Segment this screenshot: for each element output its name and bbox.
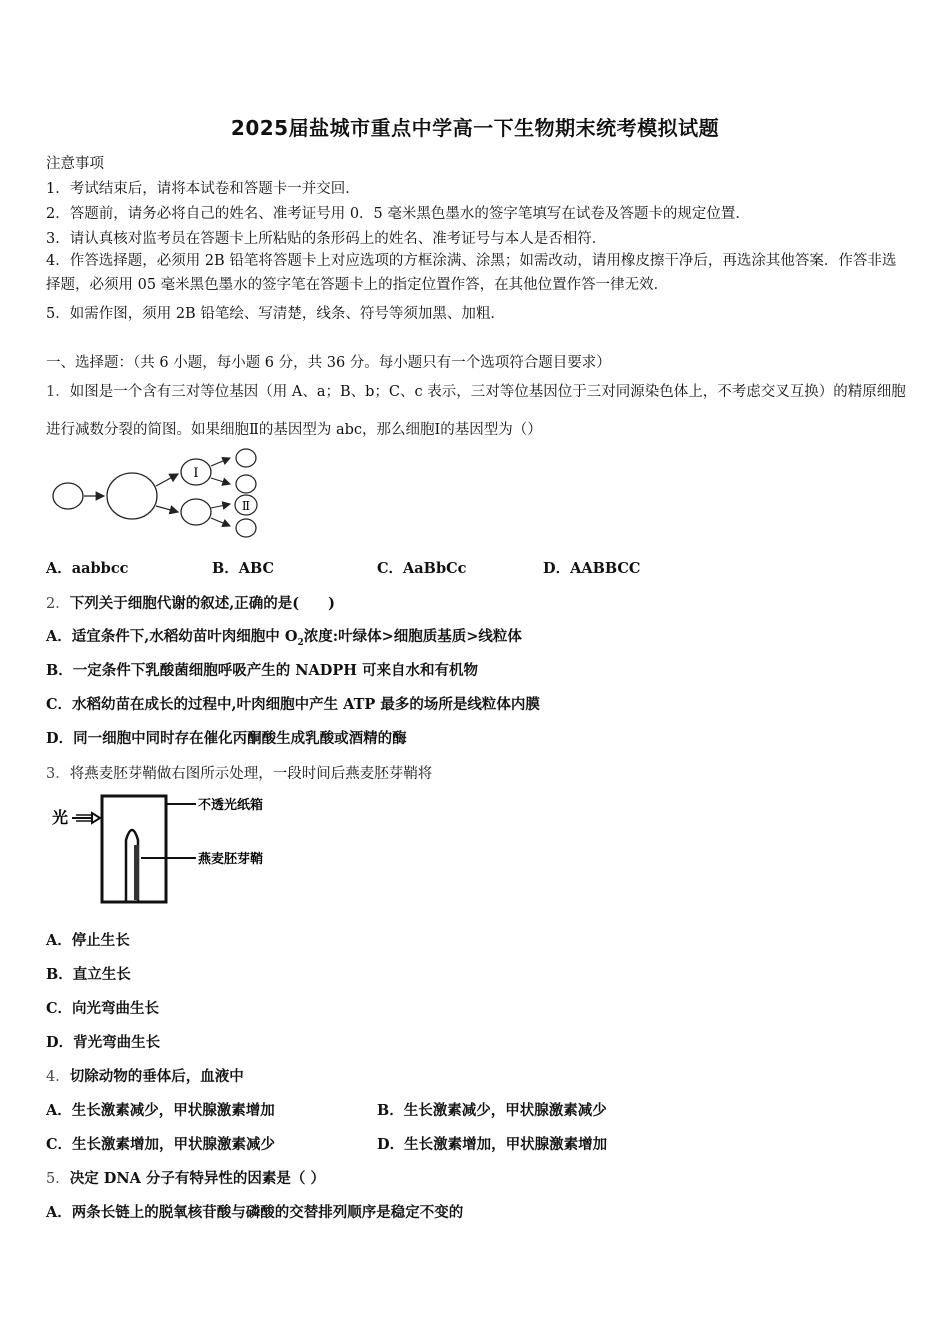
question-text: 切除动物的垂体后，血液中	[69, 1068, 244, 1085]
notice-item: 3．请认真核对监考员在答题卡上所粘贴的条形码上的姓名、准考证号与本人是否相符．	[46, 231, 607, 247]
question-3	[46, 762, 432, 783]
notice-item: 5．如需作图，须用 2B 铅笔绘、写清楚，线条、符号等须加黑、加粗．	[46, 306, 505, 322]
question-text: 将燕麦胚芽鞘做右图所示处理，一段时间后燕麦胚芽鞘将	[69, 766, 433, 782]
option-c[interactable]: C．生长激素增加，甲状腺激素减少	[46, 1136, 276, 1153]
option-c[interactable]: C．向光弯曲生长	[46, 1000, 160, 1017]
option-d[interactable]: D．AABBCC	[543, 560, 641, 577]
spermatid-cell	[236, 519, 256, 537]
question-number: 4．	[46, 1069, 70, 1085]
cell-I-label: Ⅰ	[193, 466, 199, 481]
option-a[interactable]: A．aabbcc	[46, 560, 129, 577]
option-text: A．适宜条件下,水稻幼苗叶肉细胞中 O	[46, 628, 298, 645]
question-text: 如图是一个含有三对等位基因（用 A、a；B、b；C、c 表示，三对等位基因位于三对同源染色体上，不考虑交叉互换）的精原细胞进行减数分裂的简图。如果细胞Ⅱ的基因型为 abc，那么细胞Ⅰ的基因型为（）	[46, 384, 906, 438]
question-text: 决定 DNA 分子有特异性的因素是（ ）	[69, 1170, 325, 1187]
option-a[interactable]: A．停止生长	[46, 932, 130, 949]
spermatid-cell	[236, 449, 256, 467]
option-b[interactable]: B．生长激素减少，甲状腺激素减少	[377, 1102, 607, 1119]
option-a[interactable]: A．两条长链上的脱氧核苷酸与磷酸的交替排列顺序是稳定不变的	[46, 1204, 464, 1221]
subscript: 2	[297, 637, 304, 648]
option-a[interactable]	[46, 625, 522, 648]
notice-item: 1．考试结束后，请将本试卷和答题卡一并交回．	[46, 181, 360, 197]
coleoptile-label: 燕麦胚芽鞘	[198, 852, 264, 867]
spermatogonium-cell	[53, 483, 83, 509]
box-label: 不透光纸箱	[198, 798, 264, 813]
option-a[interactable]: A．生长激素减少，甲状腺激素增加	[46, 1102, 275, 1119]
question-4	[46, 1065, 244, 1086]
question-text: 下列关于细胞代谢的叙述,正确的是( )	[69, 595, 336, 612]
question-1	[46, 373, 906, 449]
option-b[interactable]: B．ABC	[212, 560, 275, 577]
light-label: 光	[52, 808, 69, 827]
meiosis-diagram	[48, 446, 288, 546]
question-2	[46, 592, 335, 613]
spermatid-cell	[236, 475, 256, 493]
notice-item: 4．作答选择题，必须用 2B 铅笔将答题卡上对应选项的方框涂满、涂黑；如需改动，请用橡皮擦干净后，再选涂其他答案．作答非选择题，必须用 05 毫米黑色墨水的签字笔在答题卡上的指定位置作答，在其他位置作答一律无效．	[46, 253, 897, 293]
option-b[interactable]: B．一定条件下乳酸菌细胞呼吸产生的 NADPH 可来自水和有机物	[46, 662, 479, 679]
question-number: 2．	[46, 596, 70, 612]
option-d[interactable]: D．背光弯曲生长	[46, 1034, 161, 1051]
notice-item: 2．答题前，请务必将自己的姓名、准考证号用 0．5 毫米黑色墨水的签字笔填写在试卷及答题卡的规定位置．	[46, 206, 750, 222]
secondary-cell	[181, 499, 211, 525]
coleoptile-diagram	[48, 790, 298, 910]
primary-spermatocyte-cell	[107, 473, 157, 519]
notice-heading: 注意事项	[46, 156, 104, 172]
option-d[interactable]: D．生长激素增加，甲状腺激素增加	[377, 1136, 608, 1153]
option-b[interactable]: B．直立生长	[46, 966, 131, 983]
question-number: 3．	[46, 766, 70, 782]
cell-II-label: Ⅱ	[241, 499, 251, 513]
question-5	[46, 1167, 325, 1188]
question-number: 5．	[46, 1171, 70, 1187]
option-c[interactable]: C．AaBbCc	[377, 560, 467, 577]
section-heading: 一、选择题：（共 6 小题，每小题 6 分，共 36 分。每小题只有一个选项符合题目要求）	[46, 355, 611, 371]
option-text: 浓度:叶绿体>细胞质基质>线粒体	[303, 628, 522, 645]
option-d[interactable]: D．同一细胞中同时存在催化丙酮酸生成乳酸或酒精的酶	[46, 730, 407, 747]
question-number: 1．	[46, 384, 70, 400]
option-c[interactable]: C．水稻幼苗在成长的过程中,叶肉细胞中产生 ATP 最多的场所是线粒体内膜	[46, 696, 540, 713]
page-title: 2025届盐城市重点中学高一下生物期末统考模拟试题	[230, 116, 720, 140]
